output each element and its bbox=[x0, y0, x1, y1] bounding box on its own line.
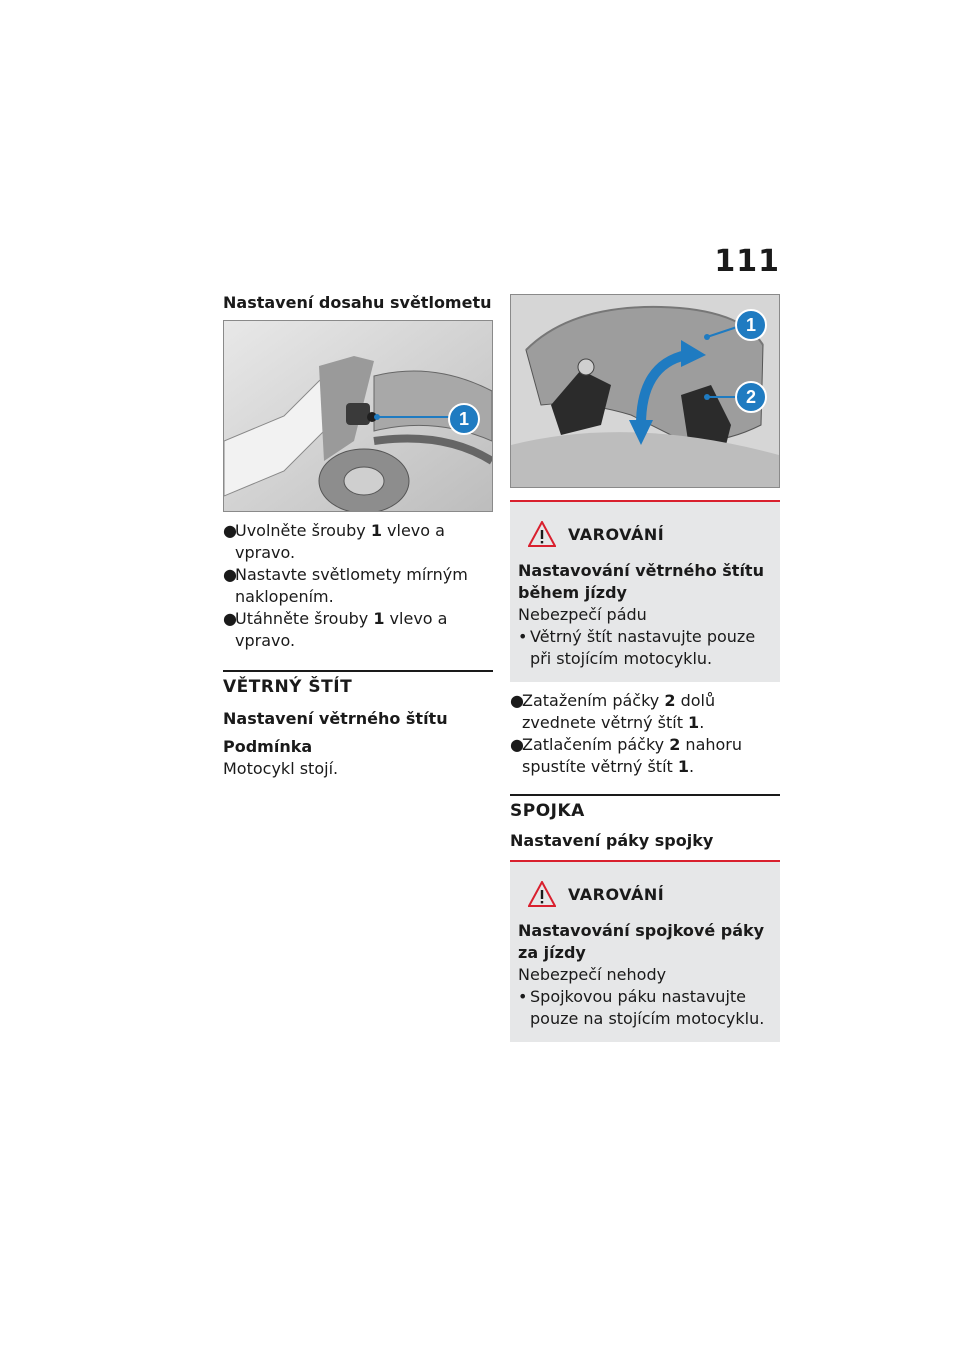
windshield-steps bbox=[510, 690, 780, 778]
list-item: ● Uvolněte šrouby 1 vlevo a vpravo. bbox=[223, 521, 445, 562]
figure-callout-1: 1 bbox=[458, 409, 470, 429]
clutch-lever-heading: Nastavení páky spojky bbox=[510, 831, 714, 850]
bullet-icon: ● bbox=[510, 691, 524, 710]
clutch-section-title: SPOJKA bbox=[510, 794, 780, 822]
warning-title: Nastavování spojkové páky za jízdy bbox=[518, 921, 765, 962]
list-item: • Spojkovou páku nastavujte pouze na stojícím motocyklu. bbox=[518, 987, 765, 1028]
right-column bbox=[510, 292, 780, 1042]
warning-title: Nastavování větrného štítu během jízdy bbox=[518, 561, 764, 602]
bullet-icon: ● bbox=[223, 609, 237, 628]
bullet-icon: ● bbox=[223, 521, 237, 540]
headlight-steps bbox=[223, 520, 493, 652]
windshield-figure bbox=[510, 294, 780, 488]
bullet-icon: • bbox=[518, 987, 528, 1006]
warning-triangle-icon bbox=[528, 881, 556, 907]
list-item: ● Zatažením páčky 2 dolů zvednete větrný štít 1. bbox=[510, 691, 716, 732]
condition-label: Podmínka bbox=[223, 737, 313, 756]
page-number: 111 bbox=[714, 244, 780, 279]
list-item: ● Zatlačením páčky 2 nahoru spustíte větrný štít 1. bbox=[510, 735, 743, 776]
headlight-range-heading: Nastavení dosahu světlometu bbox=[223, 293, 492, 312]
warning-label: VAROVÁNÍ bbox=[568, 524, 665, 544]
bullet-icon: ● bbox=[223, 565, 237, 584]
warning-label: VAROVÁNÍ bbox=[568, 884, 665, 904]
bullet-icon: • bbox=[518, 627, 528, 646]
figure-callout-2: 2 bbox=[745, 387, 757, 407]
left-column bbox=[223, 292, 493, 780]
warning-box-clutch bbox=[510, 860, 780, 1042]
headlight-adjust-figure bbox=[223, 320, 493, 512]
bullet-icon: ● bbox=[510, 735, 524, 754]
warning-triangle-icon bbox=[528, 521, 556, 547]
warning-hazard: Nebezpečí pádu bbox=[518, 605, 647, 624]
windshield-adjust-heading: Nastavení větrného štítu bbox=[223, 709, 448, 728]
list-item: • Větrný štít nastavujte pouze při stojícím motocyklu. bbox=[518, 627, 756, 668]
list-item: ● Nastavte světlomety mírným naklopením. bbox=[223, 565, 468, 606]
windshield-section-title: VĚTRNÝ ŠTÍT bbox=[223, 670, 493, 698]
warning-hazard: Nebezpečí nehody bbox=[518, 965, 667, 984]
list-item: ● Utáhněte šrouby 1 vlevo a vpravo. bbox=[223, 609, 448, 650]
condition-text: Motocykl stojí. bbox=[223, 759, 339, 778]
figure-callout-1: 1 bbox=[745, 315, 757, 335]
warning-box-windshield bbox=[510, 500, 780, 682]
